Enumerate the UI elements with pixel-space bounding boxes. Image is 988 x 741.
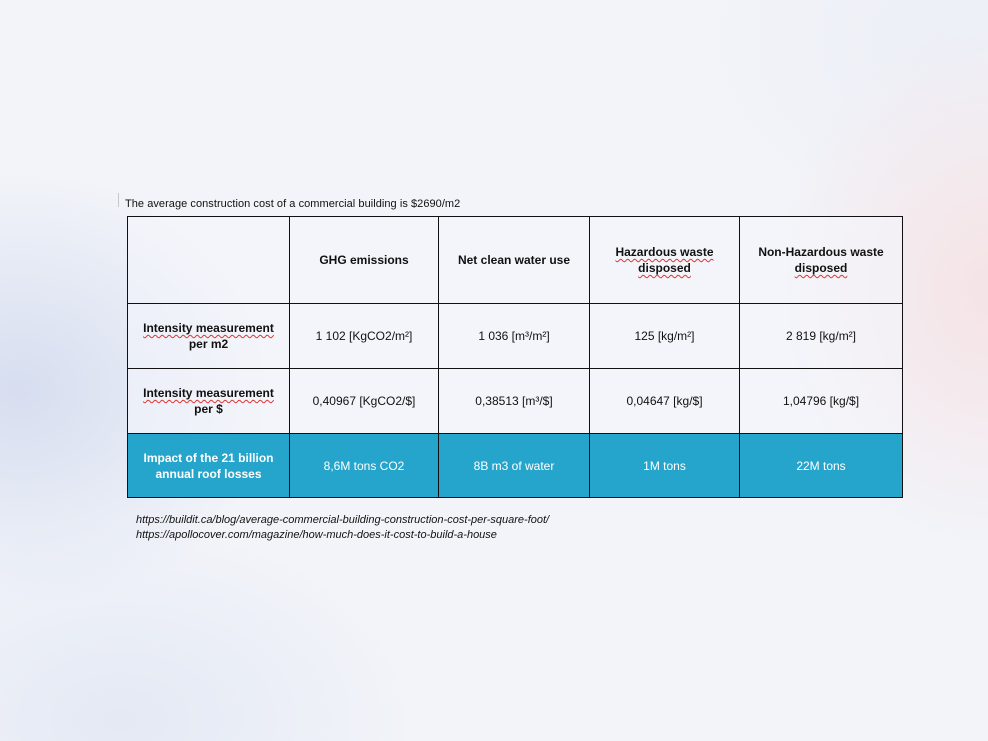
impact-table <box>127 216 903 498</box>
cell-water-per-dollar: 0,38513 [m³/$] <box>439 369 590 434</box>
cell-hazardous-per-dollar: 0,04647 [kg/$] <box>590 369 740 434</box>
cell-ghg-impact: 8,6M tons CO2 <box>290 434 439 498</box>
cell-hazardous-impact: 1M tons <box>590 434 740 498</box>
cell-nonhazardous-per-dollar: 1,04796 [kg/$] <box>740 369 903 434</box>
header-water-label: Net clean water use <box>457 253 571 267</box>
header-empty-cell <box>128 217 290 304</box>
row-label-per-m2 <box>128 304 290 369</box>
table-row-highlight <box>128 434 903 498</box>
header-ghg-emissions <box>290 217 439 304</box>
cost-caption: The average construction cost of a commercial building is $2690/m2 <box>125 198 461 210</box>
cell-hazardous-per-m2: 125 [kg/m²] <box>590 304 740 369</box>
row-label-line1: Impact of the 21 billion <box>143 450 274 465</box>
text-cursor-mark <box>118 193 119 207</box>
table-row <box>128 369 903 434</box>
header-ghg-label: GHG emissions <box>319 253 409 267</box>
source-link-apollocover[interactable]: https://apollocover.com/magazine/how-much-does-it-cost-to-build-a-house <box>136 529 497 541</box>
source-links <box>136 513 549 543</box>
table-header-row <box>128 217 903 304</box>
row-label-impact <box>128 434 290 498</box>
row-label-line1: Intensity measurement <box>143 321 274 335</box>
row-label-line2: per m2 <box>188 337 229 351</box>
row-label-line2: per $ <box>194 402 223 416</box>
source-link-buildit[interactable]: https://buildit.ca/blog/average-commercial-building-construction-cost-per-square-foot/ <box>136 514 550 526</box>
header-nonhazardous-line2: disposed <box>794 261 848 275</box>
header-non-hazardous-waste <box>740 217 903 304</box>
cell-water-per-m2: 1 036 [m³/m²] <box>439 304 590 369</box>
cell-ghg-per-dollar: 0,40967 [KgCO2/$] <box>290 369 439 434</box>
row-label-line1: Intensity measurement <box>143 386 274 400</box>
header-nonhazardous-line1: Non-Hazardous waste <box>758 245 884 259</box>
cell-nonhazardous-impact: 22M tons <box>740 434 903 498</box>
header-hazardous-line2: disposed <box>638 261 691 275</box>
cell-water-impact: 8B m3 of water <box>439 434 590 498</box>
header-net-clean-water <box>439 217 590 304</box>
row-label-per-dollar <box>128 369 290 434</box>
cell-nonhazardous-per-m2: 2 819 [kg/m²] <box>740 304 903 369</box>
table-row <box>128 304 903 369</box>
header-hazardous-line1: Hazardous waste <box>615 245 714 259</box>
cell-ghg-per-m2: 1 102 [KgCO2/m²] <box>290 304 439 369</box>
row-label-line2: annual roof losses <box>155 466 262 481</box>
header-hazardous-waste <box>590 217 740 304</box>
